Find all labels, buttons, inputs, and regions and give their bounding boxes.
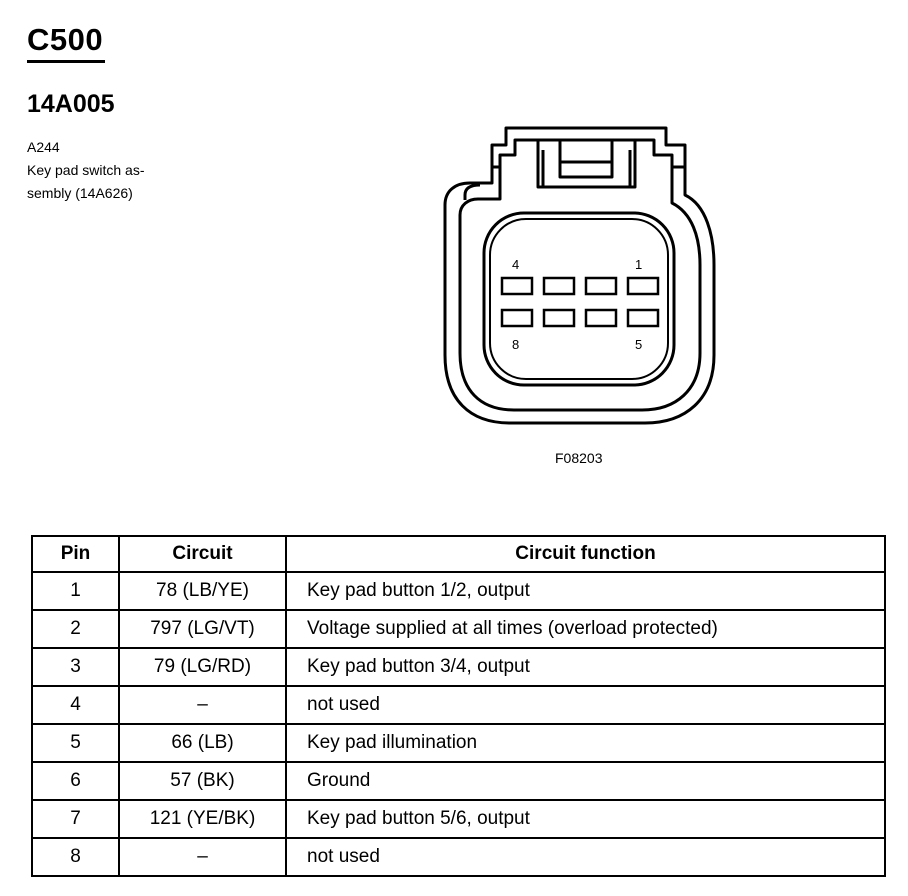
- table-row: [32, 648, 885, 686]
- pin-cell: 6: [32, 762, 119, 800]
- header-pin: Pin: [32, 536, 119, 572]
- table-row: [32, 572, 885, 610]
- table-header-row: [32, 536, 885, 572]
- table-row: [32, 686, 885, 724]
- pin-label-5: 5: [635, 337, 643, 352]
- pin-cavity-4: [502, 278, 532, 294]
- function-cell: Voltage supplied at all times (overload protected): [286, 610, 885, 648]
- component-line-name-2: sembly (14A626): [27, 185, 133, 201]
- function-cell: Key pad button 5/6, output: [286, 800, 885, 838]
- pin-cavity-6: [586, 310, 616, 326]
- connector-face-diagram: [440, 125, 730, 430]
- pin-table: [31, 535, 886, 877]
- circuit-cell: 121 (YE/BK): [119, 800, 286, 838]
- function-cell: not used: [286, 686, 885, 724]
- pin-cell: 4: [32, 686, 119, 724]
- circuit-cell: 78 (LB/YE): [119, 572, 286, 610]
- pin-cell: 7: [32, 800, 119, 838]
- pin-cavity-3: [544, 278, 574, 294]
- pin-cell: 5: [32, 724, 119, 762]
- table-row: [32, 762, 885, 800]
- pin-cavity-7: [544, 310, 574, 326]
- function-cell: not used: [286, 838, 885, 876]
- pin-cell: 8: [32, 838, 119, 876]
- connector-id: C500: [27, 22, 104, 57]
- pin-cavity-block: [484, 213, 674, 385]
- pin-label-1: 1: [635, 257, 643, 272]
- pin-label-8: 8: [512, 337, 520, 352]
- table-row: [32, 724, 885, 762]
- function-cell: Key pad illumination: [286, 724, 885, 762]
- component-line-id: A244: [27, 139, 60, 155]
- table-row: [32, 800, 885, 838]
- component-line-name-1: Key pad switch as-: [27, 162, 145, 178]
- part-number: 14A005: [27, 90, 115, 118]
- pin-cavity-2: [586, 278, 616, 294]
- pin-cavity-8: [502, 310, 532, 326]
- pin-cell: 3: [32, 648, 119, 686]
- circuit-cell: 66 (LB): [119, 724, 286, 762]
- function-cell: Key pad button 1/2, output: [286, 572, 885, 610]
- circuit-cell: 57 (BK): [119, 762, 286, 800]
- component-description: [27, 136, 197, 205]
- circuit-cell: –: [119, 686, 286, 724]
- title-underline: [27, 60, 105, 63]
- pin-cavity-1: [628, 278, 658, 294]
- circuit-cell: 79 (LG/RD): [119, 648, 286, 686]
- circuit-cell: –: [119, 838, 286, 876]
- function-cell: Key pad button 3/4, output: [286, 648, 885, 686]
- pin-label-4: 4: [512, 257, 520, 272]
- circuit-cell: 797 (LG/VT): [119, 610, 286, 648]
- table-row: [32, 610, 885, 648]
- figure-id: F08203: [555, 450, 603, 466]
- pin-cell: 1: [32, 572, 119, 610]
- function-cell: Ground: [286, 762, 885, 800]
- header-circuit-function: Circuit function: [286, 536, 885, 572]
- pin-cell: 2: [32, 610, 119, 648]
- header-circuit: Circuit: [119, 536, 286, 572]
- latch-lock: [560, 140, 612, 177]
- table-row: [32, 838, 885, 876]
- pin-cavity-5: [628, 310, 658, 326]
